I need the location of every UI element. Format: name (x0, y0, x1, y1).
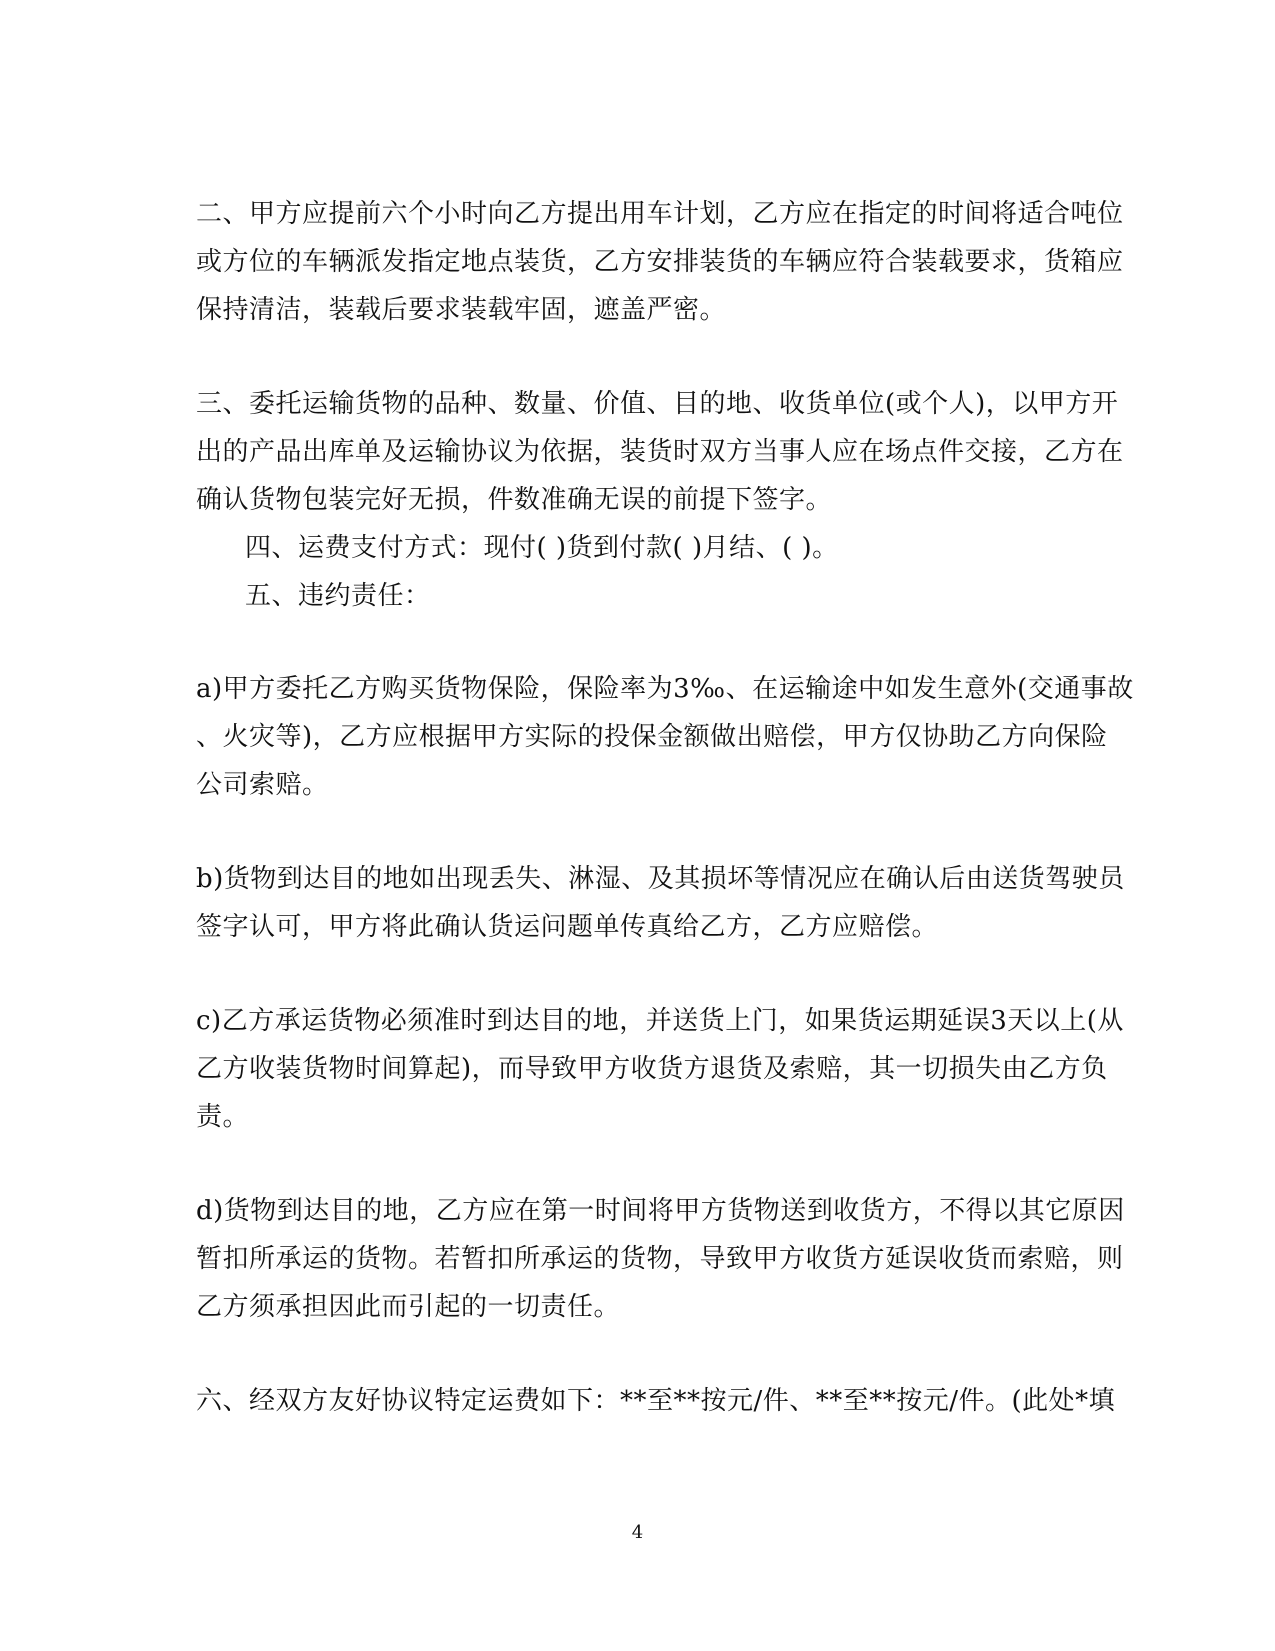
paragraph-2-line-1: 二、甲方应提前六个小时向乙方提出用车计划，乙方应在指定的时间将适合吨位 (196, 199, 1124, 229)
clause-d-line-3: 乙方须承担因此而引起的一切责任。 (196, 1292, 621, 1322)
paragraph-3-line-1: 三、委托运输货物的品种、数量、价值、目的地、收货单位(或个人)，以甲方开 (196, 389, 1119, 419)
paragraph-5-liability-heading: 五、违约责任： (245, 581, 431, 611)
clause-a-line-3: 公司索赔。 (196, 770, 329, 800)
page-number: 4 (631, 1522, 644, 1543)
clause-a-line-1: a)甲方委托乙方购买货物保险，保险率为3‰、在运输途中如发生意外(交通事故 (196, 674, 1134, 704)
paragraph-6-line-1: 六、经双方友好协议特定运费如下：**至**按元/件、**至**按元/件。(此处*填 (196, 1386, 1116, 1416)
paragraph-3-line-3: 确认货物包装完好无损，件数准确无误的前提下签字。 (196, 485, 833, 515)
clause-b-line-1: b)货物到达目的地如出现丢失、淋湿、及其损坏等情况应在确认后由送货驾驶员 (196, 864, 1125, 894)
clause-a-line-2: 、火灾等)，乙方应根据甲方实际的投保金额做出赔偿，甲方仅协助乙方向保险 (196, 722, 1108, 752)
clause-d-line-1: d)货物到达目的地，乙方应在第一时间将甲方货物送到收货方，不得以其它原因 (196, 1196, 1125, 1226)
paragraph-2-line-3: 保持清洁，装载后要求装载牢固，遮盖严密。 (196, 295, 727, 325)
paragraph-2-line-2: 或方位的车辆派发指定地点装货，乙方安排装货的车辆应符合装载要求，货箱应 (196, 247, 1124, 277)
clause-b-line-2: 签字认可，甲方将此确认货运问题单传真给乙方，乙方应赔偿。 (196, 912, 939, 942)
clause-c-line-1: c)乙方承运货物必须准时到达目的地，并送货上门，如果货运期延误3天以上(从 (196, 1006, 1124, 1036)
paragraph-3-line-2: 出的产品出库单及运输协议为依据，装货时双方当事人应在场点件交接，乙方在 (196, 437, 1124, 467)
paragraph-4-payment-method: 四、运费支付方式：现付( )货到付款( )月结、( )。 (245, 533, 839, 563)
clause-d-line-2: 暂扣所承运的货物。若暂扣所承运的货物，导致甲方收货方延误收货而索赔，则 (196, 1244, 1124, 1274)
clause-c-line-2: 乙方收装货物时间算起)，而导致甲方收货方退货及索赔，其一切损失由乙方负 (196, 1054, 1108, 1084)
clause-c-line-3: 责。 (196, 1102, 250, 1132)
